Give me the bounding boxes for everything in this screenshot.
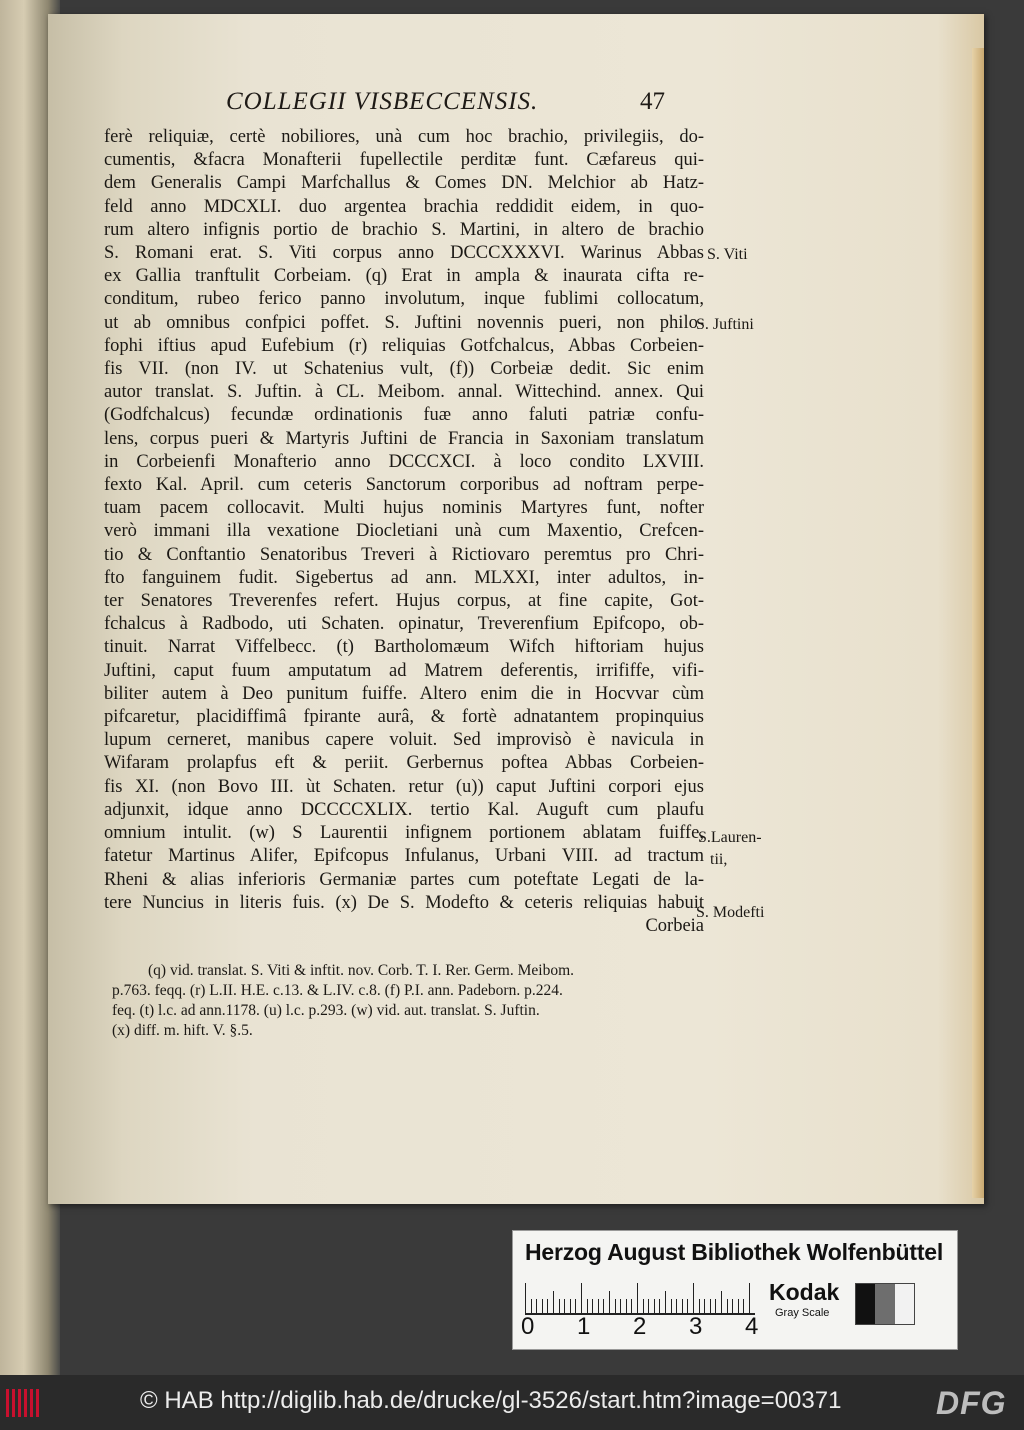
text-line: S. Romani erat. S. Viti corpus anno DCCCXXXVI. Warinus Abbas [104,243,704,264]
text-line: fis VII. (non IV. ut Schatenius vult, (f)) Corbeiæ dedit. Sic enim [104,359,704,380]
ruler-tick [559,1299,560,1313]
ruler-tick [749,1283,750,1313]
ruler-tick [732,1299,733,1313]
library-color-target [512,1230,958,1350]
ruler-tick [665,1291,666,1313]
page-number: 47 [640,88,665,115]
ruler-tick [626,1299,627,1313]
text-line: biliter autem à Deo punitum fuiffe. Altero enim die in Hocvvar cùm [104,683,704,704]
text-line: feld anno MDCXLI. duo argentea brachia reddidit eidem, in quo- [104,196,704,217]
margin-note: S.Lauren- [698,829,762,846]
text-line: fchalcus à Radbodo, uti Schaten. opinatur, Treverenfium Epifcopo, ob- [104,614,704,635]
ruler-tick [525,1283,526,1313]
gray-swatches [855,1283,915,1325]
text-line: lens, corpus pueri & Martyris Juftini de Francia in Saxoniam translatum [104,428,704,449]
text-line: autor translat. S. Juftin. à CL. Meibom. annal. Wittechind. annex. Qui [104,382,704,403]
ruler-tick [570,1299,571,1313]
ruler-number: 2 [633,1313,647,1340]
ruler-tick [615,1299,616,1313]
margin-note: tii, [710,851,728,868]
text-line: fis XI. (non Bovo III. ùt Schaten. retur (u)) caput Juftini corpori ejus [104,776,704,797]
ruler-tick [631,1299,632,1313]
margin-note: S. Modefti [696,904,765,921]
footnotes [112,961,708,1041]
ruler-tick [738,1299,739,1313]
ruler-tick [531,1299,532,1313]
text-line: (Godfchalcus) fecundæ ordinationis fuæ anno faluti patriæ confu- [104,405,704,426]
ruler-tick [743,1299,744,1313]
text-line: Corbeia [645,915,704,936]
page-fore-edge [972,48,984,1198]
ruler-tick [553,1291,554,1313]
text-line: ex Gallia tranftulit Corbeiam. (q) Erat in ampla & inaurata cifta re- [104,266,704,287]
text-line: cumentis, &facra Monafterii fupellectile perditæ funt. Cæfareus qui- [104,150,704,171]
text-line: dem Generalis Campi Marfchallus & Comes DN. Melchior ab Hatz- [104,173,704,194]
body-text [104,126,704,938]
ruler-tick [682,1299,683,1313]
text-line: in Corbeienfi Monafterio anno DCCCXCI. à loco condito LXVIII. [104,451,704,472]
margin-note: S. Juftini [696,316,754,333]
ruler-number: 0 [521,1313,535,1340]
text-line: rum altero infignis portio de brachio S. Martini, in altero de brachio [104,219,704,240]
text-line: conditum, rubeo ferico panno involutum, inque fublimi collocatum, [104,289,704,310]
ruler-tick [693,1283,694,1313]
text-line: Rheni & alias inferioris Germaniæ partes cum poteftate Legati de la- [104,869,704,890]
ruler-tick [598,1299,599,1313]
scale-ruler [525,1279,755,1315]
gray-scale-label: Gray Scale [775,1307,830,1319]
gray-swatch [895,1284,914,1324]
ruler-tick [587,1299,588,1313]
text-line: verò immani illa vexatione Diocletiani unà cum Maxentio, Crefcen- [104,521,704,542]
ruler-tick [575,1299,576,1313]
ruler-tick [542,1299,543,1313]
ruler-tick [710,1299,711,1313]
footnote-line: feq. (t) l.c. ad ann.1178. (u) l.c. p.293. (w) vid. aut. translat. S. Juftin. [112,1002,540,1019]
text-line: tere Nuncius in literis fuis. (x) De S. Modefto & ceteris reliquias habuit [104,892,704,913]
ruler-number: 3 [689,1313,703,1340]
ruler-tick [581,1283,582,1313]
ruler-tick [721,1291,722,1313]
ruler-tick [659,1299,660,1313]
gray-swatch [875,1284,894,1324]
footer-url[interactable]: © HAB http://diglib.hab.de/drucke/gl-3526/start.htm?image=00371 [140,1387,842,1414]
dfg-logo: DFG [936,1385,1007,1421]
ruler-tick [648,1299,649,1313]
margin-note: S. Viti [707,246,748,263]
footnote-line: (x) diff. m. hift. V. §.5. [112,1022,253,1039]
ruler-tick [547,1299,548,1313]
ruler-tick [676,1299,677,1313]
library-name: Herzog August Bibliothek Wolfenbüttel [525,1239,944,1265]
text-line: Juftini, caput fuum amputatum ad Matrem deferentis, irrififfe, vifi- [104,660,704,681]
ruler-tick [637,1283,638,1313]
footer-bar [0,1375,1024,1430]
ruler-tick [654,1299,655,1313]
ruler-tick [671,1299,672,1313]
text-line: ferè reliquiæ, certè nobiliores, unà cum hoc brachio, privilegiis, do- [104,127,704,147]
text-line: adjunxit, idque anno DCCCCXLIX. tertio Kal. Auguft cum plaufu [104,799,704,820]
ruler-tick [609,1291,610,1313]
text-line: ter Senatores Treverenfes refert. Hujus corpus, at fine capite, Got- [104,591,704,612]
ruler-tick [536,1299,537,1313]
text-line: lupum cerneret, manibus capere voluit. Sed improvisò è navicula in [104,730,704,751]
text-line: tio & Conftantio Senatoribus Treveri à Rictiovaro peremtus pro Chri- [104,544,704,565]
text-line: fatetur Martinus Alifer, Epifcopus Infulanus, Urbani VIII. ad tractum [104,846,704,867]
ruler-tick [715,1299,716,1313]
text-line: fexto Kal. April. cum ceteris Sanctorum corporibus ad noftram perpe- [104,475,704,496]
ruler-tick [699,1299,700,1313]
ruler-tick [592,1299,593,1313]
text-line: fophi iftius apud Eufebium (r) reliquias Gotfchalcus, Abbas Corbeien- [104,335,704,356]
running-head: COLLEGII VISBECCENSIS. [226,88,539,115]
ruler-number: 4 [745,1313,759,1340]
ruler-tick [704,1299,705,1313]
ruler-tick [643,1299,644,1313]
text-line: pifcaretur, placidiffimâ fpirante aurâ, & fortè adnatantem propinquius [104,707,704,728]
kodak-logo: Kodak [769,1279,840,1305]
ruler-tick [687,1299,688,1313]
ruler-number: 1 [577,1313,591,1340]
footnote-line: p.763. feqq. (r) L.II. H.E. c.13. & L.IV. c.8. (f) P.I. ann. Padeborn. p.224. [112,982,563,999]
text-line: fto fanguinem fudit. Sigebertus ad ann. MLXXI, inter adultos, in- [104,567,704,588]
ruler-tick [603,1299,604,1313]
footnote-line: (q) vid. translat. S. Viti & inftit. nov. Corb. T. I. Rer. Germ. Meibom. [148,962,575,979]
ruler-tick [620,1299,621,1313]
text-line: tuam pacem collocavit. Multi hujus nominis Martyres funt, nofter [104,498,704,519]
ruler-tick [564,1299,565,1313]
ruler-tick [727,1299,728,1313]
text-line: Wifaram prolapfus eft & periit. Gerbernus poftea Abbas Corbeien- [104,753,704,774]
text-line: omnium intulit. (w) S Laurentii infignem portionem ablatam fuiffe, [104,823,704,844]
text-line: tinuit. Narrat Viffelbecc. (t) Bartholomæum Wifch hiftoriam hujus [104,637,704,658]
hab-barcode-icon [6,1389,42,1417]
text-line: ut ab omnibus confpici poffet. S. Juftini novennis pueri, non philo- [104,312,704,333]
gray-swatch [856,1284,875,1324]
